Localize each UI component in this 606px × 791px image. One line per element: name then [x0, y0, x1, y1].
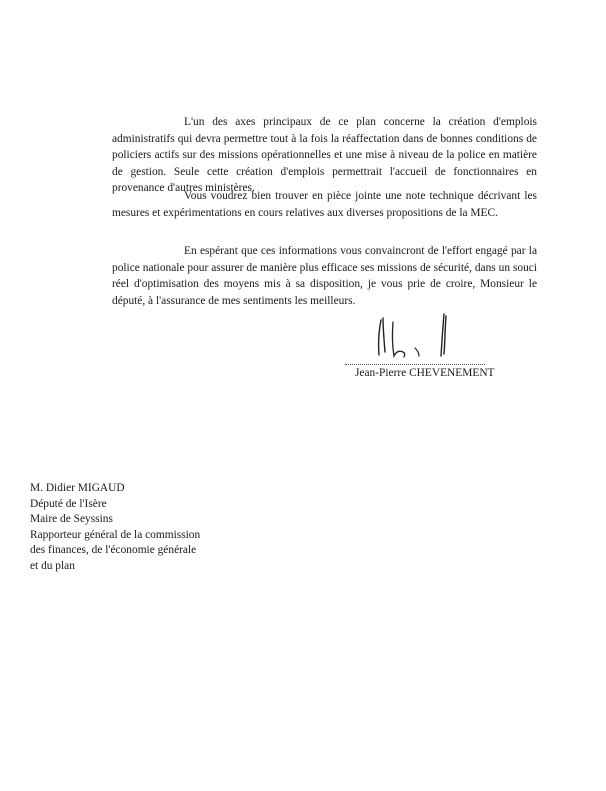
- paragraph-plan-axes: [112, 114, 537, 197]
- paragraph-closing: [112, 243, 537, 309]
- paragraph-text: En espérant que ces informations vous convaincront de l'effort engagé par la police nationale pour assurer de manière plus efficace ses missions de sécurité, dans un souci réel d'optimisation des moyens mis à sa disposition, je vous prie de croire, Monsieur le député, à l'assurance de mes sentiments les meilleurs.: [112, 245, 537, 307]
- recipient-title: et du plan: [30, 559, 75, 572]
- recipient-name: M. Didier MIGAUD: [30, 482, 125, 494]
- recipient-address: [30, 481, 200, 575]
- signature-line: [345, 364, 485, 365]
- paragraph-technical-note: [112, 188, 537, 221]
- recipient-title: Député de l'Isère: [30, 497, 107, 510]
- recipient-title: Maire de Seyssins: [30, 513, 113, 526]
- paragraph-text: L'un des axes principaux de ce plan concerne la création d'emplois administratifs qui devra permettre tout à la fois la réaffectation dans de bonnes conditions de policiers actifs sur des missions opérationnelles et une mise à niveau de la police en matière de gestion. Seule cette création d'emplois permettrait l'accueil de fonctionnaires en provenance d'autres ministères.: [112, 116, 537, 194]
- handwritten-signature: [345, 308, 495, 363]
- signer-name: Jean-Pierre CHEVENEMENT: [355, 367, 495, 379]
- paragraph-text: Vous voudrez bien trouver en pièce jointe une note technique décrivant les mesures et expérimentations en cours relatives aux diverses propositions de la MEC.: [112, 190, 537, 219]
- recipient-title: Rapporteur général de la commission: [30, 528, 201, 541]
- recipient-title: des finances, de l'économie générale: [30, 544, 197, 557]
